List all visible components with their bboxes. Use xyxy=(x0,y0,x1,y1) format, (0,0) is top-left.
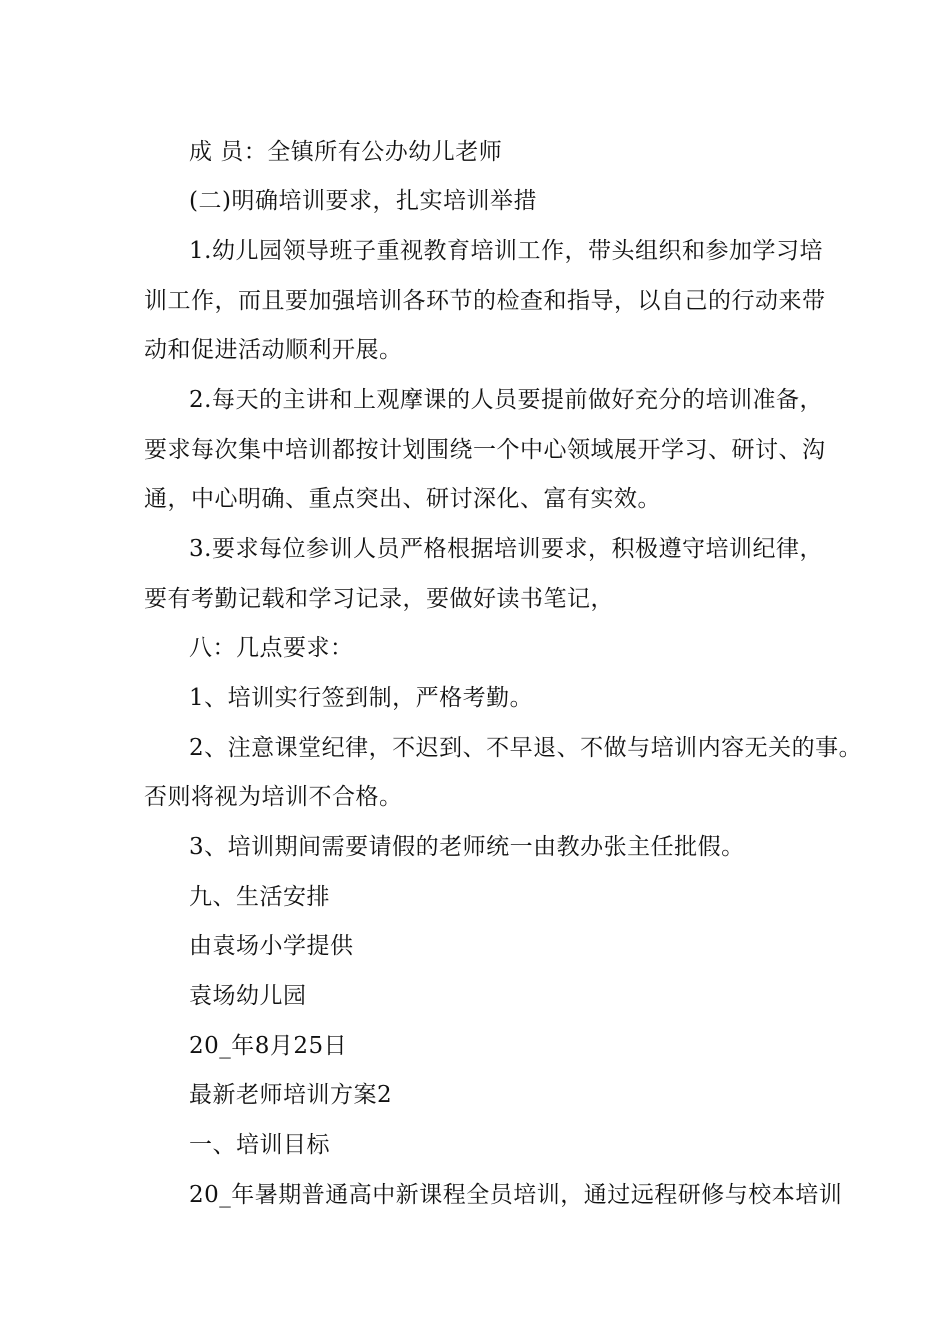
text-line: 3、培训期间需要请假的老师统一由教办张主任批假。 xyxy=(189,834,745,860)
text-line: 通，中心明确、重点突出、研讨深化、富有实效。 xyxy=(144,486,661,512)
text-line: 要求每次集中培训都按计划围绕一个中心领域展开学习、研讨、沟 xyxy=(144,437,826,463)
text-line: 训工作，而且要加强培训各环节的检查和指导，以自己的行动来带 xyxy=(144,288,826,314)
text-line: 2、注意课堂纪律，不迟到、不早退、不做与培训内容无关的事。 xyxy=(189,735,863,761)
text-line: 否则将视为培训不合格。 xyxy=(144,784,403,810)
text-line: 成 员：全镇所有公办幼儿老师 xyxy=(189,139,503,165)
text-line: 由袁场小学提供 xyxy=(189,933,354,959)
section-heading: 一、培训目标 xyxy=(189,1132,330,1158)
document-title: 最新老师培训方案2 xyxy=(189,1082,393,1108)
text-line: 20_年暑期普通高中新课程全员培训，通过远程研修与校本培训 xyxy=(189,1182,843,1208)
text-line: 1.幼儿园领导班子重视教育培训工作，带头组织和参加学习培 xyxy=(189,238,823,264)
signature-org: 袁场幼儿园 xyxy=(189,983,307,1009)
section-heading: 九、生活安排 xyxy=(189,884,330,910)
text-line: 3.要求每位参训人员严格根据培训要求，积极遵守培训纪律， xyxy=(189,536,823,562)
text-line: 动和促进活动顺利开展。 xyxy=(144,337,403,363)
text-line: 1、培训实行签到制，严格考勤。 xyxy=(189,685,534,711)
section-heading: 八：几点要求： xyxy=(189,635,354,661)
text-line: 2.每天的主讲和上观摩课的人员要提前做好充分的培训准备， xyxy=(189,387,823,413)
signature-date: 20_年8月25日 xyxy=(189,1033,348,1059)
section-heading: (二)明确培训要求，扎实培训举措 xyxy=(189,188,537,214)
text-line: 要有考勤记载和学习记录，要做好读书笔记， xyxy=(144,586,614,612)
